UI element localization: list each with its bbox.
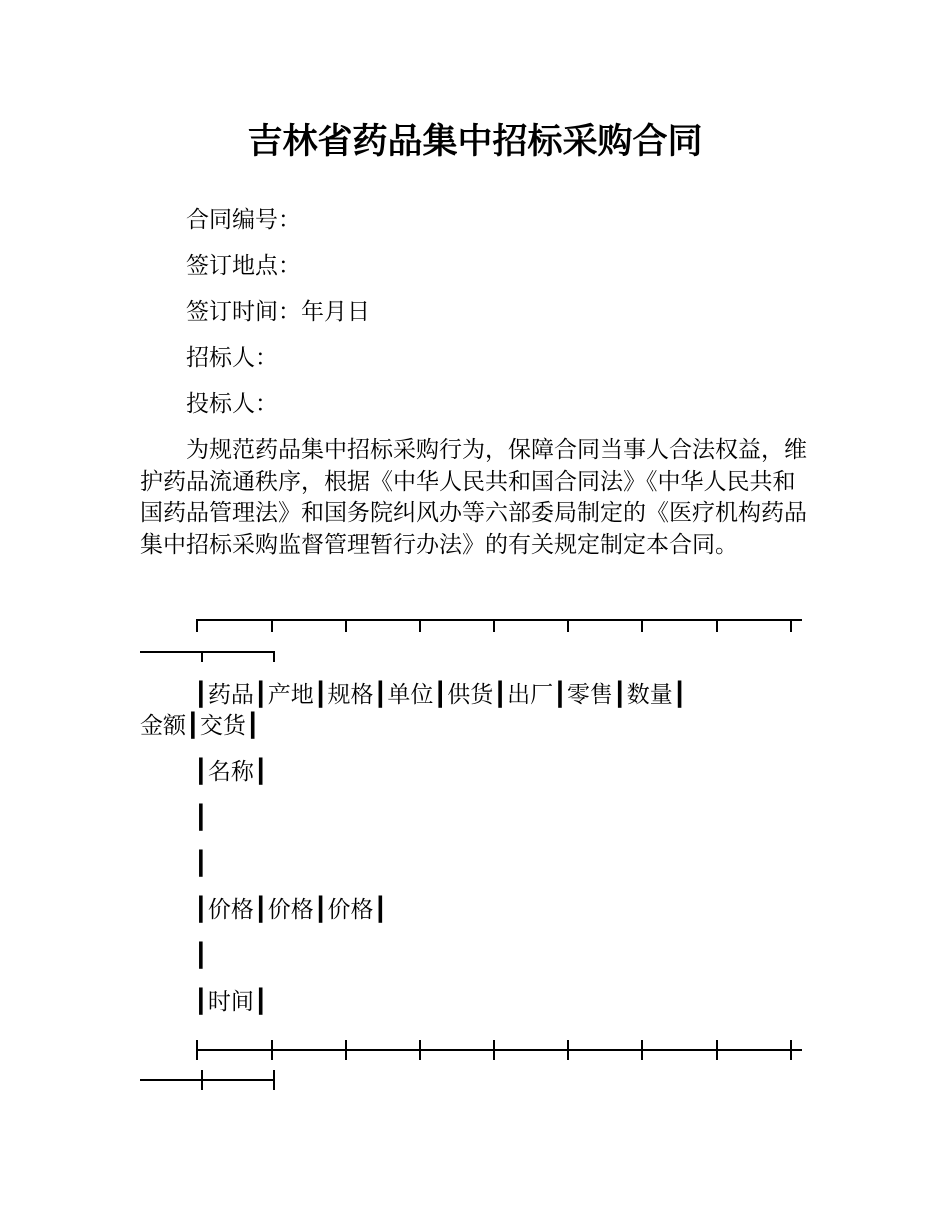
table-row-price: ┃价格┃价格┃价格┃ xyxy=(194,897,388,923)
table-header-row-wrap xyxy=(140,711,260,742)
signing-place-field: 签订地点： xyxy=(186,253,301,279)
table-top-border xyxy=(140,612,812,668)
table-mid-border xyxy=(140,1038,812,1094)
contract-number-field: 合同编号： xyxy=(186,207,301,233)
table-row-blank: ┃ xyxy=(194,851,208,877)
bidder-field: 投标人： xyxy=(186,391,278,417)
signing-time-field: 签订时间：年月日 xyxy=(186,299,370,325)
page-title: 吉林省药品集中招标采购合同 xyxy=(247,122,703,162)
intro-paragraph: 为规范药品集中招标采购行为，保障合同当事人合法权益，维护药品流通秩序，根据《中华人民共和国合同法》《中华人民共和国药品管理法》和国务院纠风办等六部委局制定的《医疗机构药品集中招标采购监督管理暂行办法》的有关规定制定本合同。 xyxy=(140,437,807,558)
header-cells-line1: ┃药品┃产地┃规格┃单位┃供货┃出厂┃零售┃数量┃ xyxy=(194,682,687,708)
table-header-row xyxy=(140,680,687,711)
tenderer-field: 招标人： xyxy=(186,345,278,371)
table-row-blank: ┃ xyxy=(194,805,208,831)
table-row-time: ┃时间┃ xyxy=(194,989,268,1015)
table-row-name: ┃名称┃ xyxy=(194,759,268,785)
table-row-blank: ┃ xyxy=(194,943,208,969)
header-cells-line2: 金额┃交货┃ xyxy=(140,713,260,739)
